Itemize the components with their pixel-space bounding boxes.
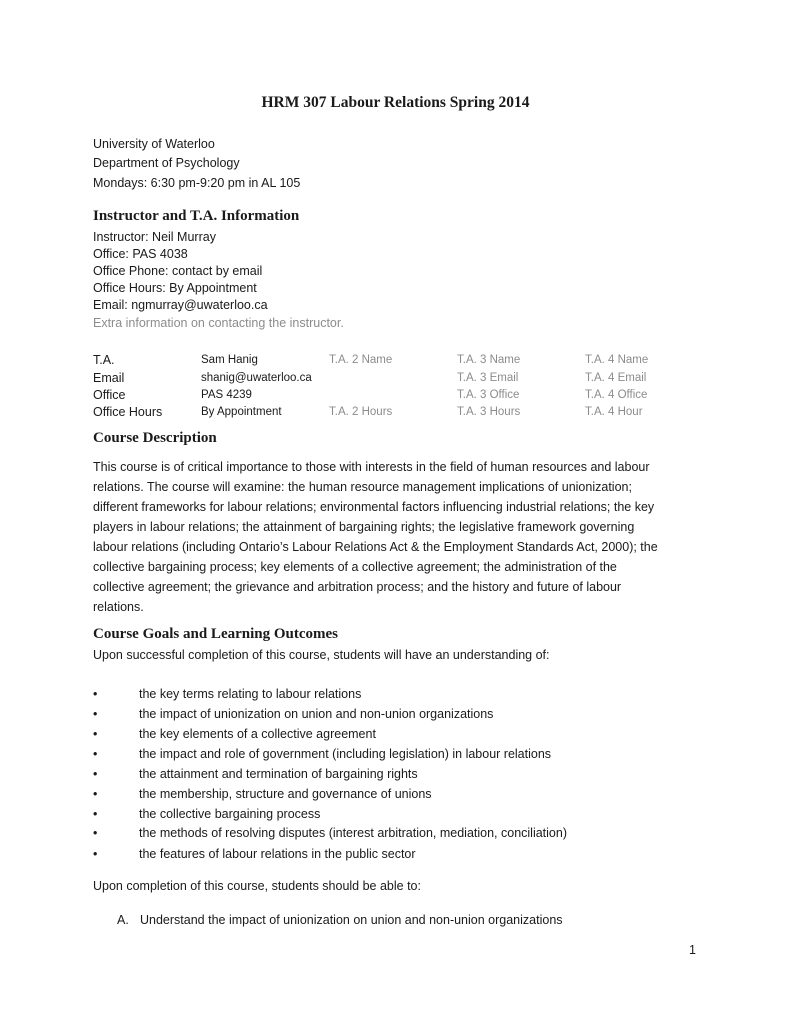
goals-intro: Upon successful completion of this course, students will have an understanding of: [93, 648, 550, 662]
paragraph-line: players in labour relations; the attainment of bargaining rights; the legislative framework governing [93, 520, 635, 534]
ta-cell: T.A. 4 Name [585, 354, 649, 366]
bullet-icon: • [93, 707, 98, 721]
schedule-line: Mondays: 6:30 pm-9:20 pm in AL 105 [93, 176, 301, 190]
bullet-icon: • [93, 787, 98, 801]
ta-cell: T.A. 3 Email [457, 372, 519, 384]
ta-cell: T.A. 2 Hours [329, 406, 393, 418]
page-number: 1 [689, 943, 696, 957]
ta-cell: T.A. 4 Office [585, 389, 648, 401]
instructor-hours: Office Hours: By Appointment [93, 281, 257, 295]
ta-cell: T.A. 2 Name [329, 354, 393, 366]
instructor-name: Instructor: Neil Murray [93, 230, 216, 244]
ta-cell: Sam Hanig [201, 354, 258, 366]
university-line: University of Waterloo [93, 137, 215, 151]
ta-cell: PAS 4239 [201, 389, 252, 401]
bullet-icon: • [93, 807, 98, 821]
instructor-phone: Office Phone: contact by email [93, 264, 263, 278]
ta-row-label: T.A. [93, 353, 115, 367]
numbered-item [117, 913, 563, 927]
goals-outro: Upon completion of this course, students should be able to: [93, 879, 421, 893]
bullet-icon: • [93, 847, 98, 861]
bullet-icon: • [93, 727, 98, 741]
course-description-heading: Course Description [93, 430, 217, 446]
bullet-icon: • [93, 747, 98, 761]
paragraph-line: relations. [93, 600, 144, 614]
ta-cell: By Appointment [201, 406, 282, 418]
ta-row-label: Email [93, 371, 125, 385]
paragraph-line: relations. The course will examine: the human resource management implications of unionization; [93, 480, 632, 494]
goals-heading: Course Goals and Learning Outcomes [93, 626, 339, 642]
instructor-extra-info: Extra information on contacting the instructor. [93, 316, 344, 330]
instructor-office: Office: PAS 4038 [93, 247, 188, 261]
course-description-paragraph [93, 457, 713, 617]
bullet-icon: • [93, 687, 98, 701]
bullet-icon: • [93, 826, 98, 840]
list-marker: A. [117, 913, 129, 927]
list-item-text: Understand the impact of unionization on union and non-union organizations [140, 913, 563, 927]
paragraph-line: collective agreement; the grievance and arbitration process; and the history and future of labour [93, 580, 622, 594]
ta-cell: T.A. 3 Name [457, 354, 521, 366]
ta-cell: T.A. 4 Hour [585, 406, 643, 418]
ta-row-label: Office Hours [93, 405, 163, 419]
ta-cell: T.A. 4 Email [585, 372, 647, 384]
document-title: HRM 307 Labour Relations Spring 2014 [261, 94, 530, 111]
ta-row-label: Office [93, 388, 126, 402]
paragraph-line: different frameworks for labour relations; environmental factors influencing industrial relations; the key [93, 500, 655, 514]
paragraph-line: This course is of critical importance to those with interests in the field of human resources and labour [93, 460, 650, 474]
ta-cell: T.A. 3 Hours [457, 406, 521, 418]
paragraph-line: collective bargaining process; key elements of a collective agreement; the administration of the [93, 560, 617, 574]
ta-cell: T.A. 3 Office [457, 389, 520, 401]
paragraph-line: labour relations (including Ontario’s Labour Relations Act & the Employment Standards Act, 2000); the [93, 540, 658, 554]
department-line: Department of Psychology [93, 156, 240, 170]
instructor-email: Email: ngmurray@uwaterloo.ca [93, 298, 268, 312]
instructor-heading: Instructor and T.A. Information [93, 208, 300, 224]
bullet-icon: • [93, 767, 98, 781]
ta-cell: shanig@uwaterloo.ca [201, 372, 312, 384]
